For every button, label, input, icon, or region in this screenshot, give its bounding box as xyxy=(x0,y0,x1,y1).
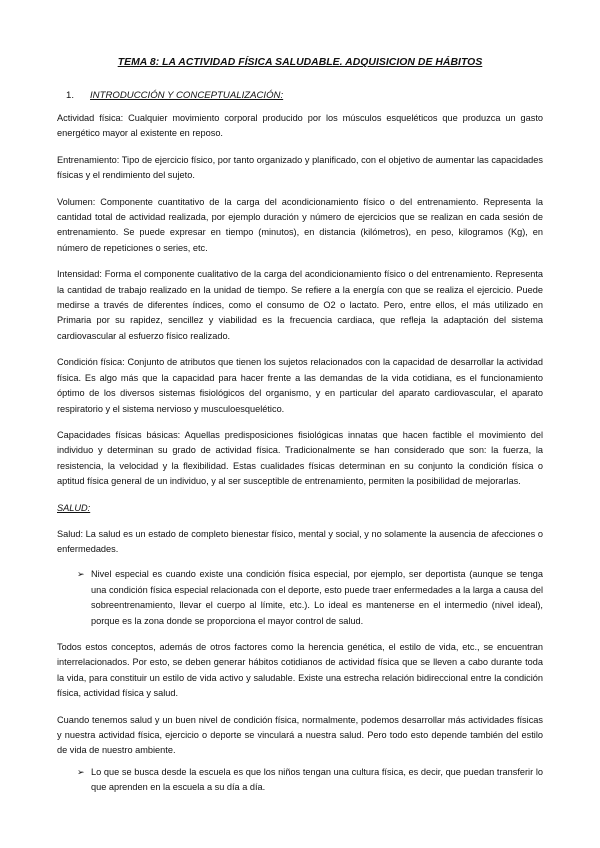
paragraph-capacidades: Capacidades físicas básicas: Aquellas predisposiciones fisiológicas innatas que hacen factible el movimiento del individuo y determinan su grado de actividad física. Tradicionalmente se han considerado que son: la fuerza, la resistencia, la velocidad y la flexibilidad. Estas cualidades físicas determinan en su conjunto la condición física o aptitud física general de un individuo, y al ser susceptible de entrenamiento, permiten la posibilidad de mejorarlas. xyxy=(57,429,543,487)
paragraph-intensidad: Intensidad: Forma el componente cualitativo de la carga del acondicionamiento físico o del entrenamiento. Representa la cantidad de trabajo realizado en la unidad de tiempo. Se refiere a la energía con que se realiza el ejercicio. Puede medirse a través de diferentes índices, como el consumo de O2 o lactato. Pero, entre ellos, el más utilizado en Primaria por su rapidez, sencillez y viabilidad es la frecuencia cardiaca, que refleja la adaptación del sistema cardiovascular al esfuerzo físico realizado. xyxy=(57,269,543,341)
paragraph-condicion-fisica: Condición física: Conjunto de atributos que tienen los sujetos relacionados con la capacidad de desarrollar la actividad física. Es algo más que la capacidad para hacer frente a las demandas de la vida cotidiana, es el funcionamiento óptimo de los diversos sistemas fisiológicos del organismo, y en particular del aparato cardiovascular, el aparato respiratorio y el sistema nervioso y musculoesquelético. xyxy=(57,357,543,414)
arrow-bullet-icon: ➢ xyxy=(77,569,85,580)
paragraph-volumen: Volumen: Componente cuantitativo de la carga del acondicionamiento físico o del entrenamiento. Representa la cantidad total de actividad realizada, por ejemplo duración y número de ejercicios que se realizan en cada sesión de entrenamiento. Se puede expresar en tiempo (minutos), en distancia (kilómetros), en peso, kilogramos (Kg), en número de repeticiones o series, etc. xyxy=(57,196,543,253)
paragraph-actividad-fisica: Actividad física: Cualquier movimiento corporal producido por los músculos esqueléticos que produzca un gasto energético mayor al existente en reposo. xyxy=(57,113,543,139)
paragraph-conceptos: Todos estos conceptos, además de otros factores como la herencia genética, el estilo de vida, etc., se encuentran interrelacionados. Por esto, se deben generar hábitos cotidianos de actividad física que se lleven a cabo durante toda la vida, para constituir un estilo de vida activo y saludable. Existe una estrecha relación bidireccional entre la condición física, actividad física y salud. xyxy=(57,641,543,699)
list-item xyxy=(77,765,543,796)
arrow-bullet-icon: ➢ xyxy=(77,766,85,777)
paragraph-entrenamiento: Entrenamiento: Tipo de ejercicio físico, por tanto organizado y planificado, con el objetivo de aumentar las capacidades físicas y el rendimiento del sujeto. xyxy=(57,154,543,181)
bullet-text-escuela: Lo que se busca desde la escuela es que los niños tengan una cultura física, es decir, que puedan transferir lo que aprenden en la escuela a su día a día. xyxy=(91,766,543,793)
salud-heading: SALUD: xyxy=(57,502,91,513)
paragraph-salud: Salud: La salud es un estado de completo bienestar físico, mental y social, y no solamente la ausencia de afecciones o enfermedades. xyxy=(57,528,543,554)
list-item xyxy=(77,567,543,629)
paragraph-condicion-salud: Cuando tenemos salud y un buen nivel de condición física, normalmente, podemos desarrollar más actividades físicas y nuestra actividad física, ejercicio o deporte se vinculará a nuestra salud. Pero todo esto depende también del estilo de vida de nuestro ambiente. xyxy=(57,714,543,756)
section-number: 1. xyxy=(66,90,75,101)
bullet-text-nivel-especial: Nivel especial es cuando existe una condición física especial, por ejemplo, ser deportista (aunque se tenga una condición física especial relacionada con el deporte, esto puede traer enfermedades a la larga a causa del sobreentrenamiento, llevar el cuerpo al límite, etc.). Lo ideal es mantenerse en el intermedio (nivel ideal), porque es la zona donde se proporciona el mayor control de salud. xyxy=(91,569,543,626)
section-heading xyxy=(66,90,543,101)
page-title: TEMA 8: LA ACTIVIDAD FÍSICA SALUDABLE. ADQUISICION DE HÁBITOS xyxy=(117,57,483,68)
section-label: INTRODUCCIÓN Y CONCEPTUALIZACIÓN: xyxy=(90,90,284,101)
